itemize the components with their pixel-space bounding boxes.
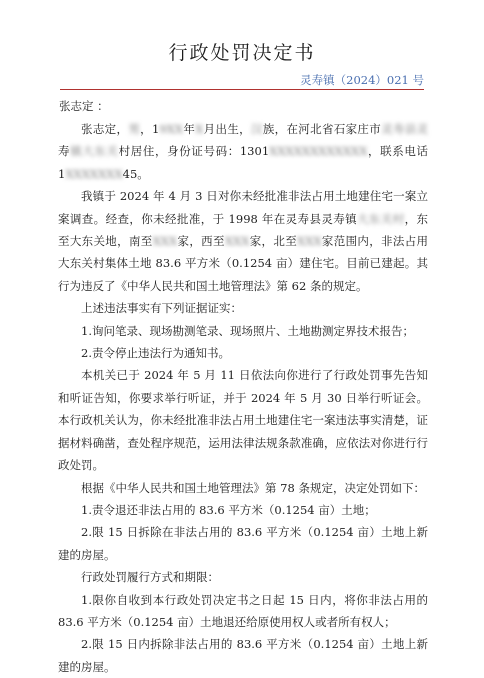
redacted-text: XXXXXXX xyxy=(65,166,123,181)
paragraph xyxy=(58,633,428,678)
paragraph-text: 村居住，身份证号码：1301 xyxy=(118,144,270,159)
document-number: 灵寿镇（2024）021 号 xyxy=(300,73,424,87)
paragraph xyxy=(58,499,428,521)
paragraph-text: ，联系电话 1 xyxy=(58,144,429,181)
paragraph-text: 张志定， xyxy=(81,122,129,136)
redacted-text: XXXXXXXXXXXX xyxy=(269,144,368,159)
paragraph xyxy=(58,364,428,476)
redacted-text: XXX xyxy=(224,234,250,249)
paragraph-text: 族，在河北省石家庄市 xyxy=(262,122,382,136)
paragraph xyxy=(58,342,428,364)
redacted-text: XXX xyxy=(297,234,322,249)
paragraph-text: 行政处罚履行方式和期限： xyxy=(81,570,219,585)
paragraph xyxy=(58,566,428,588)
paragraph-text: 家范围内，非法占用大东关村集体土地 83.6 平方米（0.1254 亩）建住宅。目前已建起。其行为违反了《中华人民共和国土地管理法》第 62 条的规定。 xyxy=(58,234,429,293)
paragraph-text: 家，北至 xyxy=(249,234,298,249)
paragraph xyxy=(58,185,428,297)
paragraph-text: 月出生， xyxy=(203,122,251,136)
paragraph-text: 2.限 15 日拆除在非法占用的 83.6 平方米（0.1254 亩）土地上新建的房屋。 xyxy=(58,525,428,562)
redacted-text: X xyxy=(195,122,204,136)
redacted-text: XXX xyxy=(152,234,178,249)
paragraph xyxy=(58,118,428,185)
paragraph xyxy=(58,477,428,499)
paragraph xyxy=(58,589,428,634)
redacted-text: 灵寿县灵 xyxy=(381,122,429,136)
paragraph-text: 本机关已于 2024 年 5 月 11 日依法向你进行了行政处罚事先告知和听证告知，你要求举行听证，并于 2024 年 5 月 30 日举行听证会。本行政机关认为，你未经批准非法占用土地建住宅一案违法事实清楚，证据材料确凿，查处程序规范，运用法律法规条款准确，应依法对你进行行政处罚。 xyxy=(58,368,428,473)
header-divider xyxy=(60,89,424,90)
paragraph-text: 上述违法事实有下列证据证实： xyxy=(81,301,242,316)
paragraph-text: 家，西至 xyxy=(177,234,225,249)
paragraph-text: 1.责令退还非法占用的 83.6 平方米（0.1254 亩）土地； xyxy=(81,502,376,517)
paragraph-text: 1.询问笔录、现场勘测笔录、现场照片、土地勘测定界技术报告； xyxy=(81,323,414,338)
document-body xyxy=(58,118,428,678)
paragraph xyxy=(58,521,428,566)
redacted-text: 9XX xyxy=(159,122,183,136)
paragraph-text: ，东至大东关地，南至 xyxy=(58,211,429,249)
paragraph-text: 我镇于 2024 年 4 月 3 日对你未经批准非法占用土地建住宅一案立案调查。经查，你未经批准，于 1998 年在灵寿县灵寿镇 xyxy=(58,189,428,226)
paragraph xyxy=(58,320,428,342)
paragraph-text: 45。 xyxy=(122,166,149,181)
salutation: 张志定 ： xyxy=(59,99,109,113)
paragraph-text: 2.限 15 日内拆除非法占用的 83.6 平方米（0.1254 亩）土地上新建的房屋。 xyxy=(58,637,428,674)
paragraph-text: ，1 xyxy=(140,122,160,136)
document-title: 行政处罚决定书 xyxy=(168,42,316,64)
redacted-text: 镇大东关 xyxy=(70,144,119,159)
paragraph xyxy=(58,297,428,319)
paragraph-text: 2.责令停止违法行为通知书。 xyxy=(81,346,230,361)
paragraph-text: 年 xyxy=(183,122,196,136)
redacted-text: 男 xyxy=(128,122,141,136)
paragraph-text: 1.限你自收到本行政处罚决定书之日起 15 日内，将你非法占用的 83.6 平方米（0.1254 亩）土地退还给原使用权人或者所有权人； xyxy=(58,592,428,629)
paragraph-text: 寿 xyxy=(58,144,71,159)
paragraph-text: 根据《中华人民共和国土地管理法》第 78 条规定，决定处罚如下： xyxy=(81,480,425,495)
redacted-text: 汉 xyxy=(250,122,263,136)
redacted-text: 大东关村 xyxy=(357,211,405,226)
